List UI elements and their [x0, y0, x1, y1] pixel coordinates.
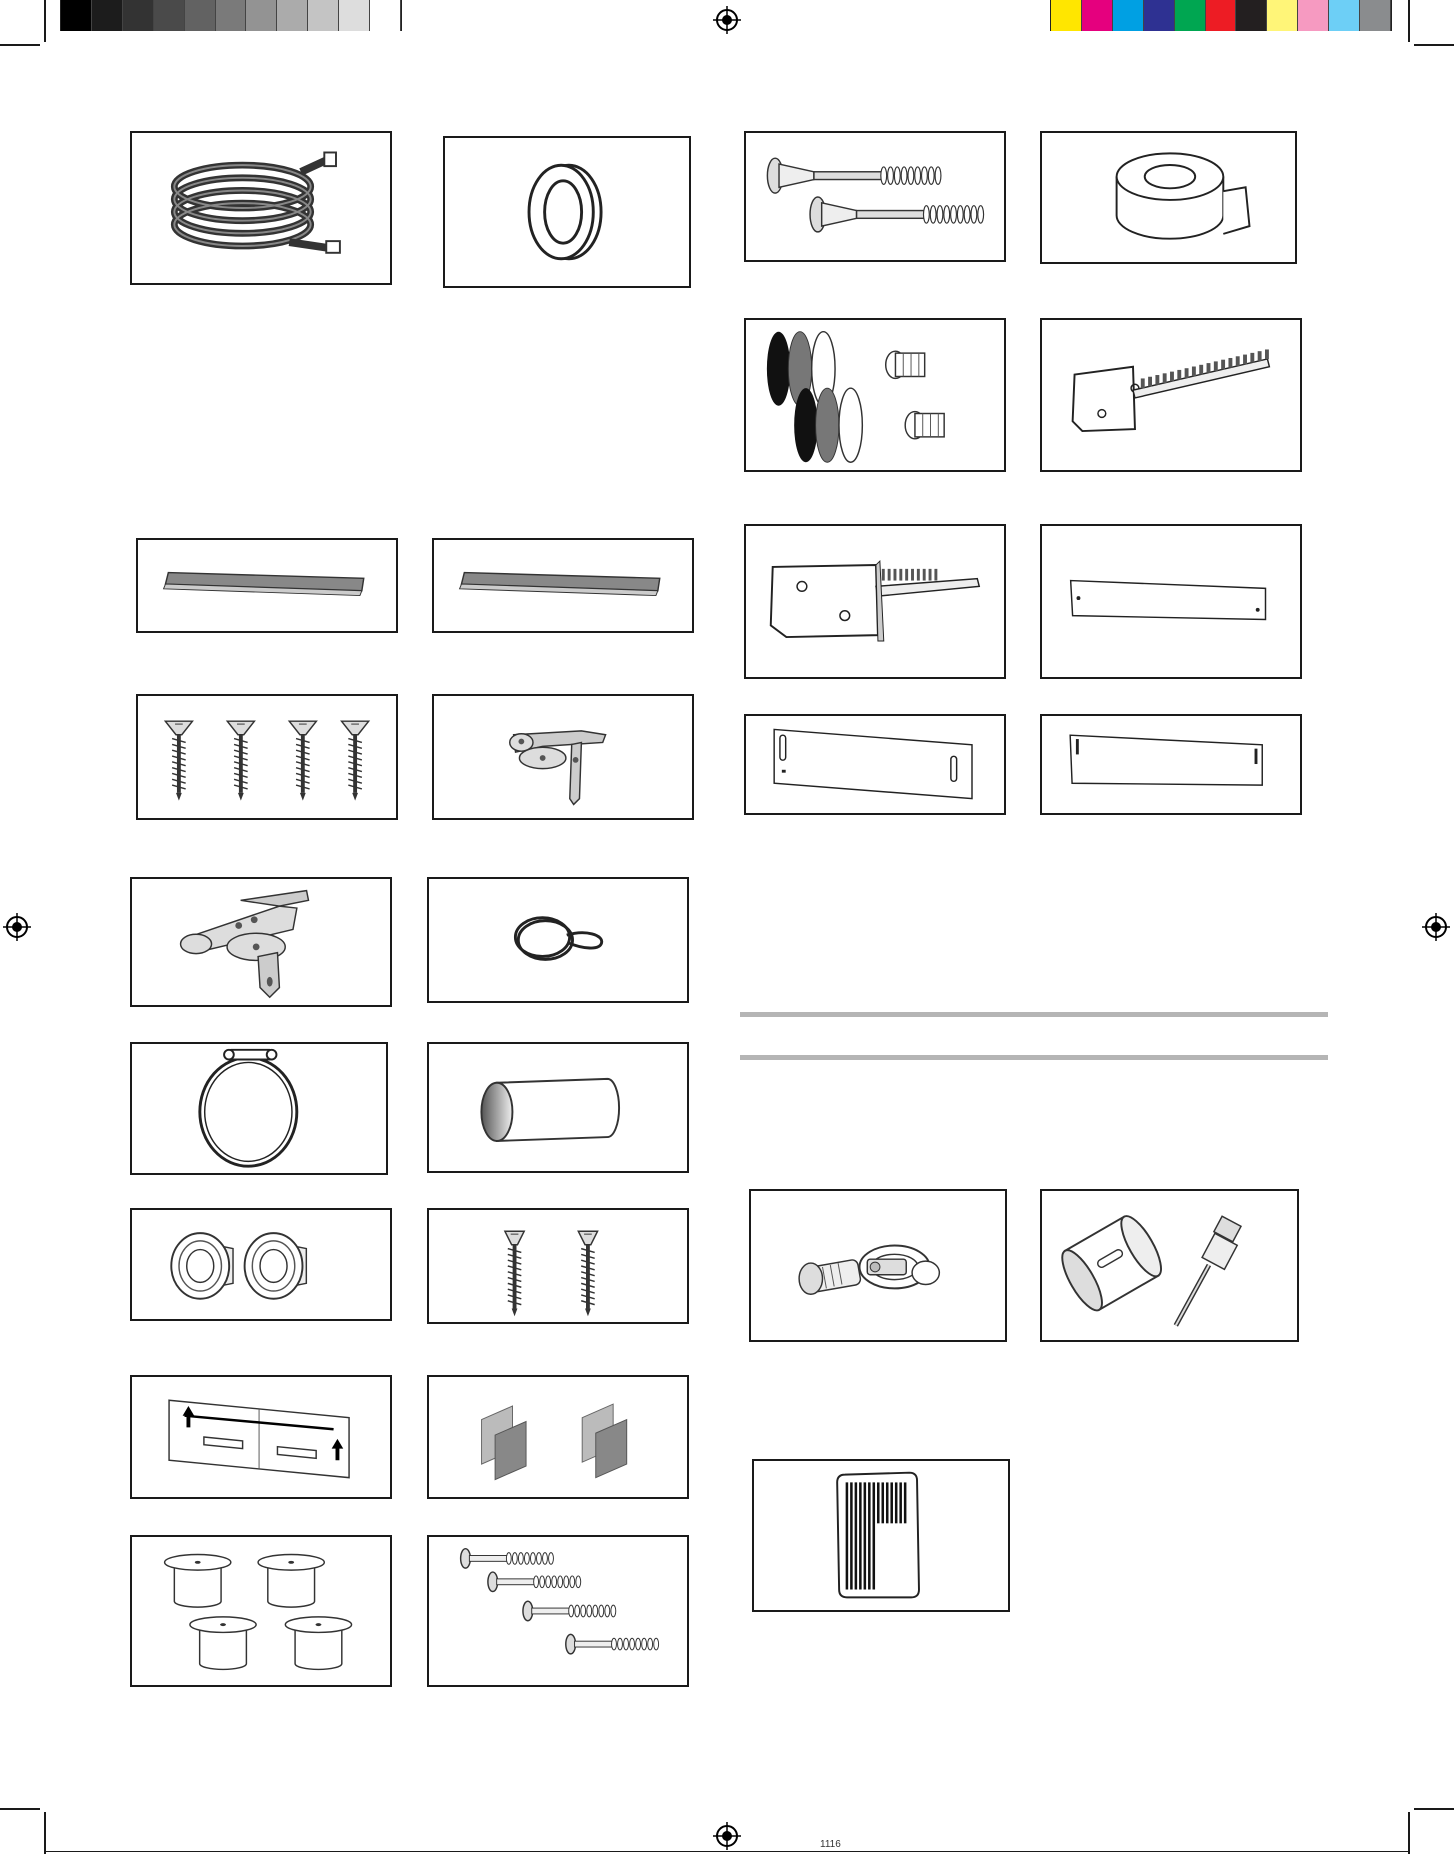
crop-mark [44, 0, 46, 42]
crop-mark [1408, 0, 1410, 42]
screw-icon [578, 1231, 597, 1316]
flat-plate-icon [1042, 526, 1300, 677]
strip-icon [138, 540, 396, 631]
part-duct-pipe [427, 1042, 689, 1173]
part-mounting-bracket [744, 524, 1006, 679]
color-swatch [277, 0, 308, 31]
color-swatch [1175, 0, 1206, 31]
crop-mark [44, 1812, 46, 1854]
color-swatch [370, 0, 401, 31]
part-strip-right [432, 538, 694, 633]
screw-icon [461, 1549, 554, 1568]
pipe-icon [429, 1044, 687, 1171]
color-swatch [154, 0, 185, 31]
hose-clamp-icon [132, 1044, 386, 1173]
cup-icon [285, 1617, 351, 1670]
part-bracket-rack [1040, 318, 1302, 472]
crop-mark [1414, 44, 1454, 46]
screw-icon [488, 1572, 581, 1591]
crop-mark [1408, 1812, 1410, 1854]
cups-icon [132, 1537, 390, 1685]
color-swatch [1051, 0, 1082, 31]
caps-plugs-icon [746, 320, 1004, 470]
screw-icon [566, 1634, 659, 1653]
color-swatch [1298, 0, 1329, 31]
part-spacer-cups [130, 1535, 392, 1687]
color-swatch [92, 0, 123, 31]
mounting-bracket-icon [746, 526, 1004, 677]
part-hose-clamp [130, 1042, 388, 1175]
part-wood-screws [136, 694, 398, 820]
part-small-hinge [432, 694, 694, 820]
hinge-icon [132, 879, 390, 1005]
screw-icon [505, 1231, 524, 1316]
cup-icon [190, 1617, 256, 1670]
registration-mark-icon [1422, 913, 1450, 941]
part-grommets [130, 1208, 392, 1321]
crop-mark [0, 1808, 40, 1810]
part-caps-and-anchors [744, 318, 1006, 472]
crop-mark [0, 44, 40, 46]
part-spring-clamp [427, 877, 689, 1003]
registration-mark-icon [713, 1822, 741, 1850]
part-slotted-plate [744, 714, 1006, 815]
screw-icon [165, 721, 192, 800]
part-ring-washer [443, 136, 691, 288]
bracket-rack-icon [1042, 320, 1300, 470]
part-template-sheet [130, 1375, 392, 1499]
part-pipe-cutter [749, 1189, 1007, 1342]
color-swatch [123, 0, 154, 31]
color-swatch [1082, 0, 1113, 31]
spring-clamp-icon [429, 879, 687, 1001]
pads-icon [429, 1377, 687, 1497]
strip-icon [434, 540, 692, 631]
coiled-hose-icon [132, 133, 390, 283]
hinge-icon [434, 696, 692, 818]
cup-icon [165, 1555, 231, 1608]
part-pads [427, 1375, 689, 1499]
color-bar [1050, 0, 1392, 31]
part-hole-saw [1040, 1189, 1299, 1342]
page-code: 1116 [820, 1839, 841, 1850]
color-swatch [339, 0, 370, 31]
color-swatch [1267, 0, 1298, 31]
part-screw-set [427, 1535, 689, 1687]
part-flat-plate-b [1040, 714, 1302, 815]
part-screws-pair [427, 1208, 689, 1324]
screw-icon [227, 721, 254, 800]
crop-mark [1414, 1808, 1454, 1810]
color-swatch [1113, 0, 1144, 31]
color-swatch [1236, 0, 1267, 31]
screw-icon [342, 721, 369, 800]
color-swatch [246, 0, 277, 31]
pipe-cutter-icon [751, 1191, 1005, 1340]
flat-plate-icon [1042, 716, 1300, 813]
part-strip-left [136, 538, 398, 633]
template-icon [132, 1377, 390, 1497]
hole-saw-icon [1042, 1191, 1297, 1340]
color-swatch [1360, 0, 1391, 31]
grayscale-bar [60, 0, 402, 31]
registration-mark-icon [3, 913, 31, 941]
screw-set-icon [429, 1537, 687, 1685]
registration-mark-icon [713, 6, 741, 34]
air-filter-icon [754, 1461, 1008, 1610]
cup-icon [258, 1555, 324, 1608]
part-air-filter [752, 1459, 1010, 1612]
screw-icon [289, 721, 316, 800]
part-flat-plate-a [1040, 524, 1302, 679]
crop-line [46, 1851, 1408, 1852]
part-drain-hose [130, 131, 392, 285]
screws-wood-icon [138, 696, 396, 818]
color-swatch [1206, 0, 1237, 31]
section-rule [740, 1055, 1328, 1060]
color-swatch [308, 0, 339, 31]
screws-long-icon [746, 133, 1004, 260]
color-swatch [216, 0, 247, 31]
section-rule [740, 1012, 1328, 1017]
screw-icon [523, 1601, 616, 1620]
ring-icon [445, 138, 689, 286]
part-hinge-clip [130, 877, 392, 1007]
color-swatch [61, 0, 92, 31]
screws-pair-icon [429, 1210, 687, 1322]
part-long-screws [744, 131, 1006, 262]
grommets-icon [132, 1210, 390, 1319]
color-swatch [1144, 0, 1175, 31]
slotted-plate-icon [746, 716, 1004, 813]
part-tape-roll [1040, 131, 1297, 264]
color-swatch [1329, 0, 1360, 31]
color-swatch [185, 0, 216, 31]
tape-roll-icon [1042, 133, 1295, 262]
